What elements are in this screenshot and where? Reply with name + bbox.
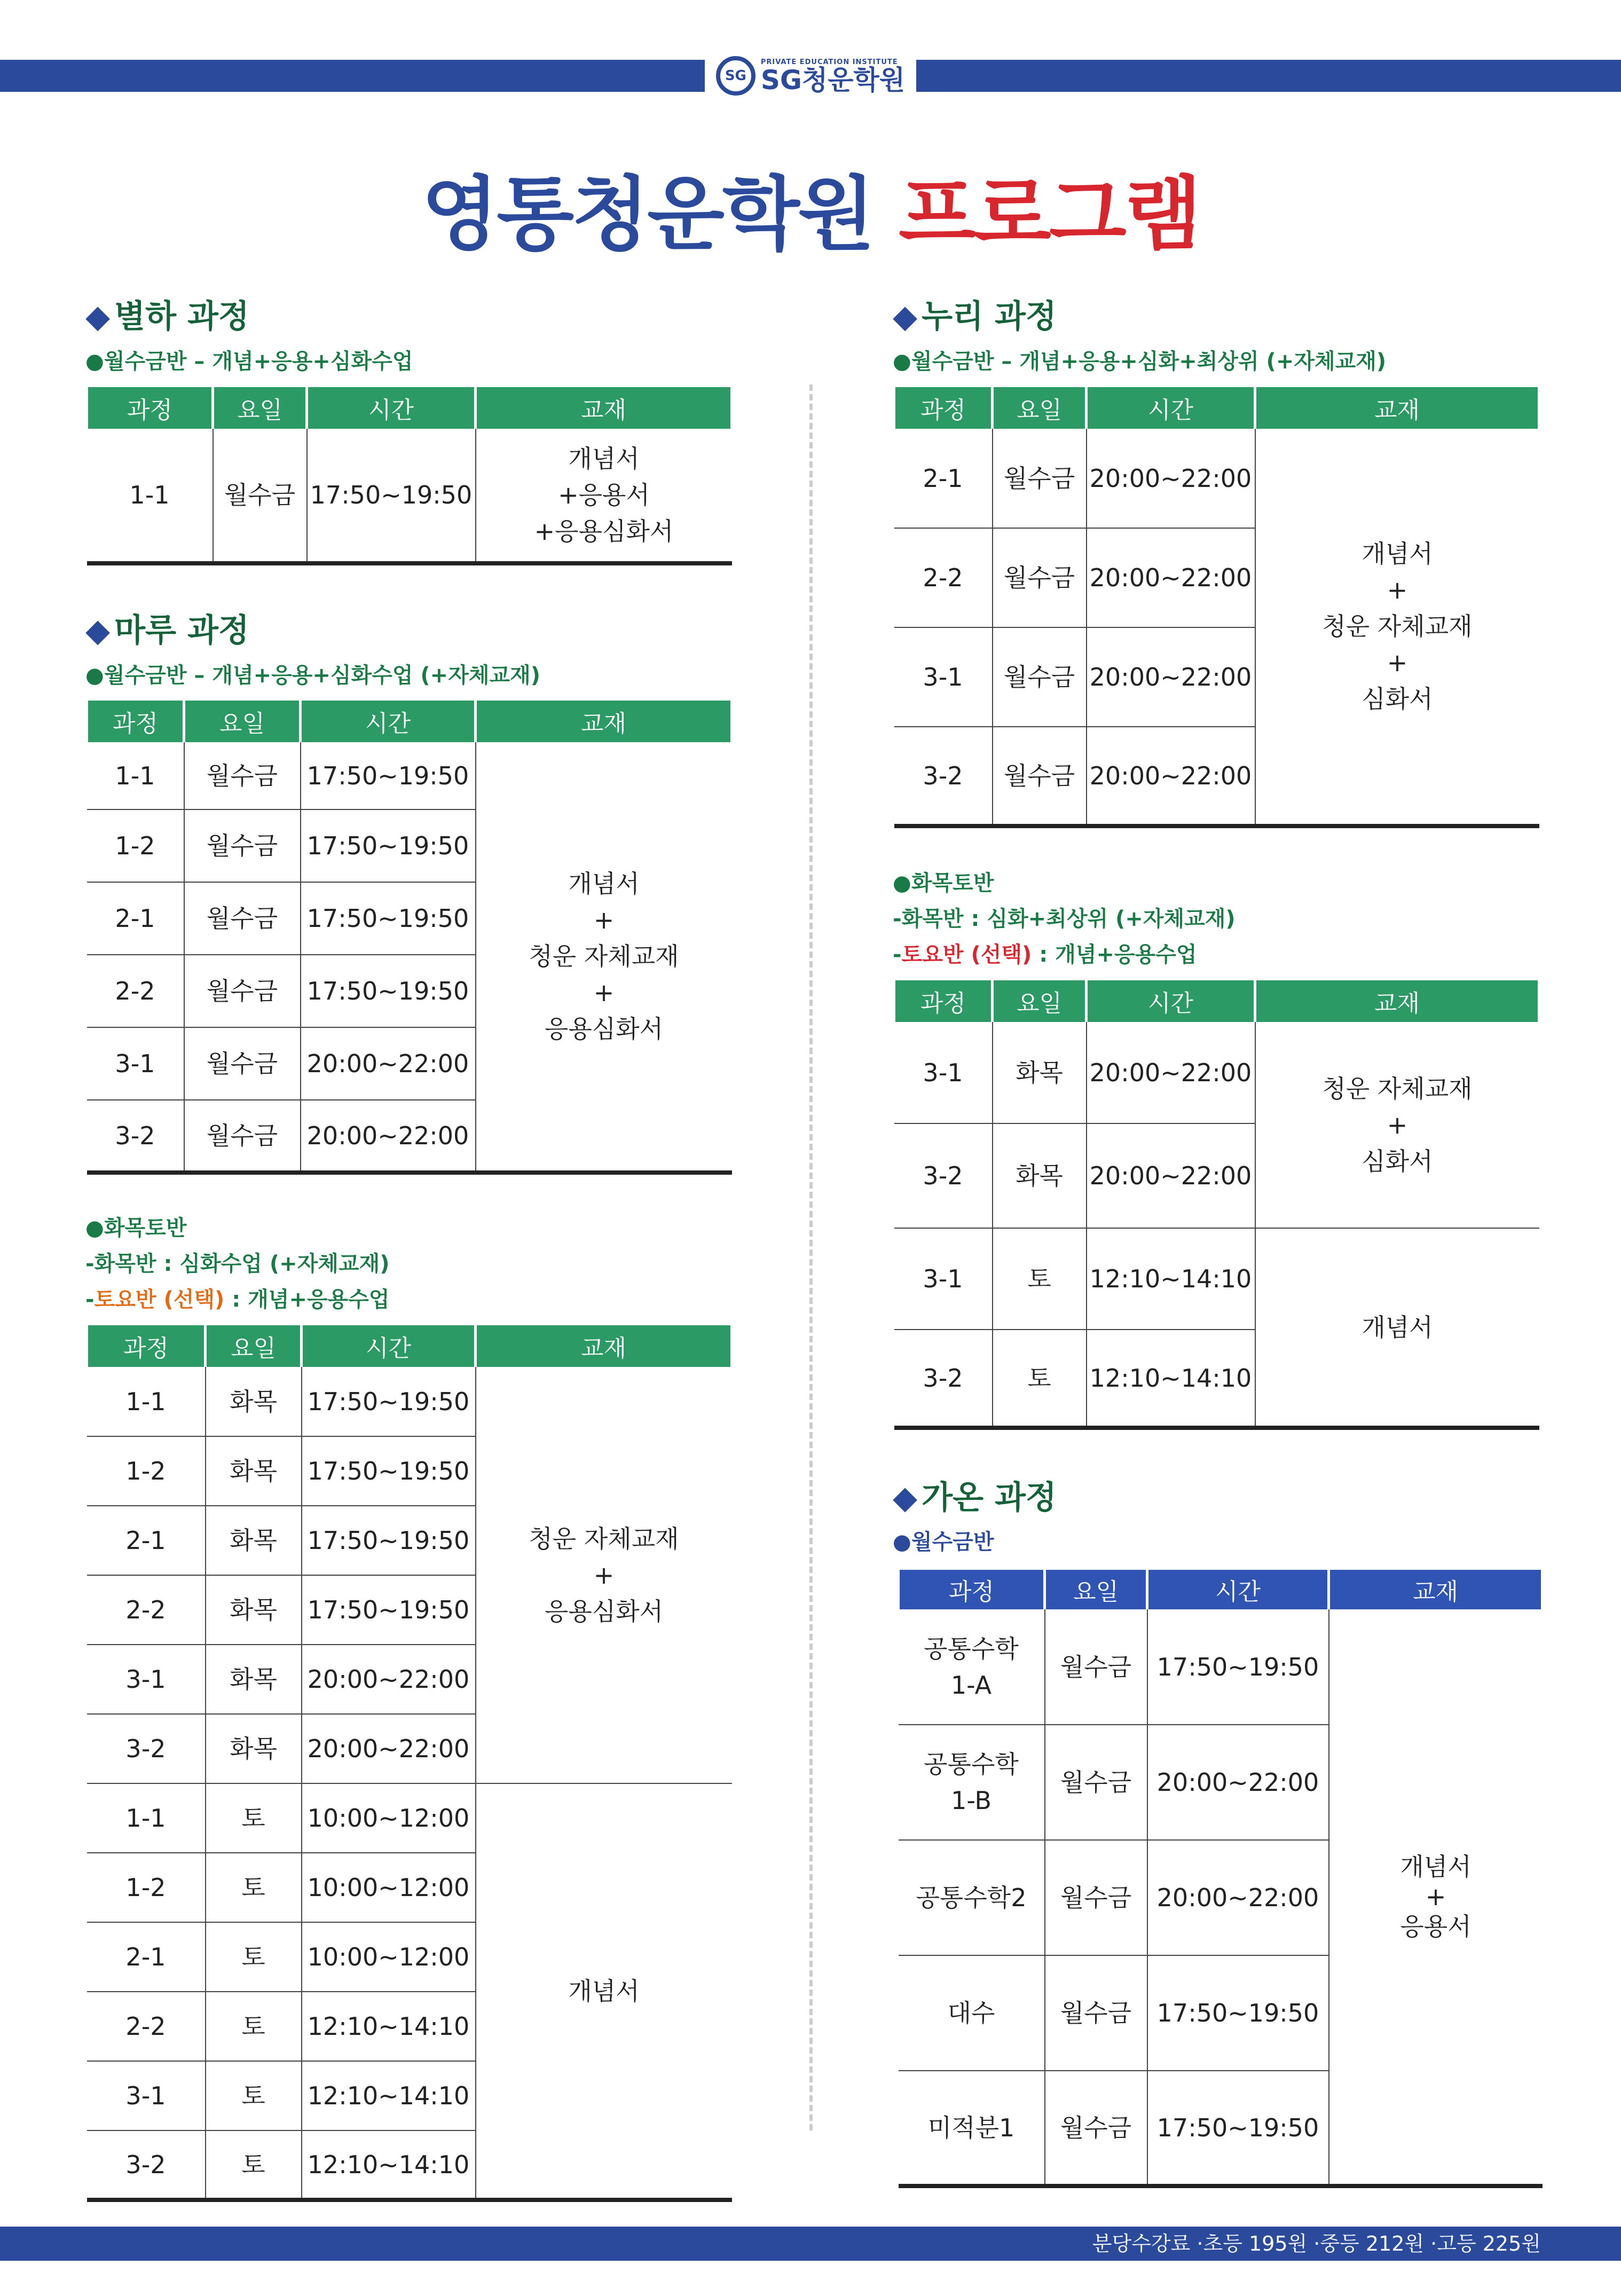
brand-subtitle: PRIVATE EDUCATION INSTITUTE <box>760 58 898 66</box>
subsection-line-saturday: -토요반 (선택) : 개념+응용수업 <box>85 1287 390 1312</box>
col-header-book: 교재 <box>1329 1570 1543 1609</box>
column-divider <box>809 384 813 2130</box>
diamond-icon: ◆ <box>893 1479 918 1516</box>
section-subtitle-nuri: ●월수금반 – 개념+응용+심화+최상위 (+자체교재) <box>893 349 1387 374</box>
col-header-time: 시간 <box>1087 387 1255 429</box>
table-row: 2-1 토 10:00~12:00 <box>87 1922 732 1992</box>
schedule-table-byeolha <box>85 387 733 565</box>
table-row: 3-2 토 12:10~14:10 <box>894 1330 1539 1428</box>
textbook-cell: 개념서 <box>1255 1228 1539 1428</box>
section-title-nuri: ◆ 누리 과정 <box>893 298 1057 335</box>
schedule-table-nuri <box>893 387 1540 828</box>
col-header-course: 과정 <box>894 387 993 429</box>
schedule-table-maru-hwamok <box>85 1325 733 2202</box>
bullet-icon: ● <box>85 349 104 374</box>
bullet-icon: ● <box>893 349 911 374</box>
schedule-table-maru <box>85 701 733 1175</box>
bullet-icon: ● <box>893 871 911 895</box>
table-row: 2-1 월수금 17:50~19:50 <box>87 882 732 955</box>
table-row: 3-1 토 12:10~14:10 개념서 <box>894 1228 1539 1330</box>
table-row: 미적분1 월수금 17:50~19:50 <box>899 2071 1543 2186</box>
subsection-line-hwamok: -화목반 : 심화+최상위 (+자체교재) <box>893 907 1236 931</box>
col-header-time: 시간 <box>1147 1570 1329 1609</box>
table-row: 공통수학 1-A 월수금 17:50~19:50 개념서 + 응용서 <box>899 1609 1543 1725</box>
diamond-icon: ◆ <box>85 612 111 649</box>
textbook-cell: 개념서 +응용서 +응용심화서 <box>476 429 732 563</box>
brand-mark: SG <box>716 56 756 96</box>
table-row: 1-1 화목 17:50~19:50 청운 자체교재 + 응용심화서 <box>87 1367 732 1436</box>
bullet-icon: ● <box>85 1216 104 1240</box>
table-row: 3-2 토 12:10~14:10 <box>87 2130 732 2200</box>
col-header-day: 요일 <box>184 701 301 742</box>
schedule-table-gaon <box>897 1570 1544 2188</box>
table-row: 3-2 화목 20:00~22:00 <box>87 1714 732 1783</box>
col-header-day: 요일 <box>206 1325 302 1367</box>
col-header-book: 교재 <box>476 387 732 429</box>
table-row: 공통수학 1-B 월수금 20:00~22:00 <box>899 1725 1543 1840</box>
col-header-book: 교재 <box>476 1325 732 1367</box>
schedule-table-nuri-hwamok <box>893 980 1540 1430</box>
table-row: 3-1 월수금 20:00~22:00 <box>894 627 1539 727</box>
bullet-icon: ● <box>893 1530 911 1554</box>
section-subtitle-maru: ●월수금반 – 개념+응용+심화수업 (+자체교재) <box>85 663 541 688</box>
col-header-time: 시간 <box>1087 980 1255 1022</box>
table-row: 1-2 월수금 17:50~19:50 <box>87 809 732 882</box>
col-header-course: 과정 <box>894 980 993 1022</box>
col-header-day: 요일 <box>213 387 307 429</box>
table-row: 1-1 월수금 17:50~19:50 개념서 +응용서 +응용심화서 <box>87 429 732 563</box>
table-row: 대수 월수금 17:50~19:50 <box>899 1955 1543 2071</box>
col-header-day: 요일 <box>993 980 1087 1022</box>
table-row: 공통수학2 월수금 20:00~22:00 <box>899 1840 1543 1955</box>
table-row: 2-2 월수금 20:00~22:00 <box>894 528 1539 627</box>
col-header-time: 시간 <box>307 387 476 429</box>
col-header-time: 시간 <box>302 1325 476 1367</box>
col-header-course: 과정 <box>87 387 213 429</box>
table-row: 1-2 토 10:00~12:00 <box>87 1853 732 1922</box>
table-row: 3-2 화목 20:00~22:00 <box>894 1123 1539 1228</box>
col-header-book: 교재 <box>1255 980 1539 1022</box>
diamond-icon: ◆ <box>893 298 918 335</box>
col-header-course: 과정 <box>87 701 184 742</box>
col-header-book: 교재 <box>1255 387 1539 429</box>
table-row: 2-2 토 12:10~14:10 <box>87 1992 732 2061</box>
col-header-day: 요일 <box>1045 1570 1147 1609</box>
textbook-cell: 개념서 + 응용서 <box>1329 1609 1543 2186</box>
textbook-cell: 개념서 <box>476 1783 732 2200</box>
col-header-course: 과정 <box>899 1570 1045 1609</box>
table-row: 2-2 월수금 17:50~19:50 <box>87 955 732 1027</box>
textbook-cell: 개념서 + 청운 자체교재 + 응용심화서 <box>476 742 732 1173</box>
table-row: 3-1 월수금 20:00~22:00 <box>87 1027 732 1100</box>
subsection-title-nuri-hwamok: ●화목토반 <box>893 871 994 895</box>
section-title-maru: ◆ 마루 과정 <box>85 612 249 649</box>
col-header-course: 과정 <box>87 1325 206 1367</box>
page-title <box>0 150 1621 265</box>
page-title-part2: 프로그램 <box>899 168 1200 261</box>
col-header-day: 요일 <box>993 387 1087 429</box>
table-row: 1-2 화목 17:50~19:50 <box>87 1436 732 1506</box>
diamond-icon: ◆ <box>85 298 111 335</box>
col-header-book: 교재 <box>476 701 732 742</box>
section-subtitle-gaon: ●월수금반 <box>893 1530 994 1554</box>
table-row: 2-1 월수금 20:00~22:00 개념서 + 청운 자체교재 + 심화서 <box>894 429 1539 528</box>
table-row: 2-1 화목 17:50~19:50 <box>87 1506 732 1575</box>
table-row: 3-2 월수금 20:00~22:00 <box>894 727 1539 826</box>
section-title-byeolha: ◆ 별하 과정 <box>85 298 249 335</box>
textbook-cell: 청운 자체교재 + 응용심화서 <box>476 1367 732 1783</box>
textbook-cell: 개념서 + 청운 자체교재 + 심화서 <box>1255 429 1539 826</box>
table-row: 3-1 화목 20:00~22:00 청운 자체교재 + 심화서 <box>894 1022 1539 1123</box>
table-row: 3-1 토 12:10~14:10 <box>87 2061 732 2130</box>
brand-logo <box>705 51 916 100</box>
bullet-icon: ● <box>85 663 104 688</box>
section-subtitle-byeolha: ●월수금반 – 개념+응용+심화수업 <box>85 349 413 374</box>
page-title-part1: 영통청운학원 <box>421 168 873 261</box>
section-title-gaon: ◆ 가온 과정 <box>893 1479 1057 1516</box>
subsection-title-maru-hwamok: ●화목토반 <box>85 1216 187 1240</box>
subsection-line-saturday: -토요반 (선택) : 개념+응용수업 <box>893 942 1197 967</box>
brand-name: SG청운학원 <box>760 64 906 96</box>
table-row: 1-1 월수금 17:50~19:50 개념서 + 청운 자체교재 + 응용심화서 <box>87 742 732 809</box>
table-row: 3-2 월수금 20:00~22:00 <box>87 1100 732 1173</box>
table-row: 1-1 토 10:00~12:00 개념서 <box>87 1783 732 1853</box>
col-header-time: 시간 <box>301 701 476 742</box>
table-row: 3-1 화목 20:00~22:00 <box>87 1645 732 1714</box>
footer-fee-text: 분당수강료 ·초등 195원 ·중등 212원 ·고등 225원 <box>1092 2232 1541 2255</box>
textbook-cell: 청운 자체교재 + 심화서 <box>1255 1022 1539 1228</box>
table-row: 2-2 화목 17:50~19:50 <box>87 1575 732 1645</box>
subsection-line-hwamok: -화목반 : 심화수업 (+자체교재) <box>85 1252 390 1276</box>
